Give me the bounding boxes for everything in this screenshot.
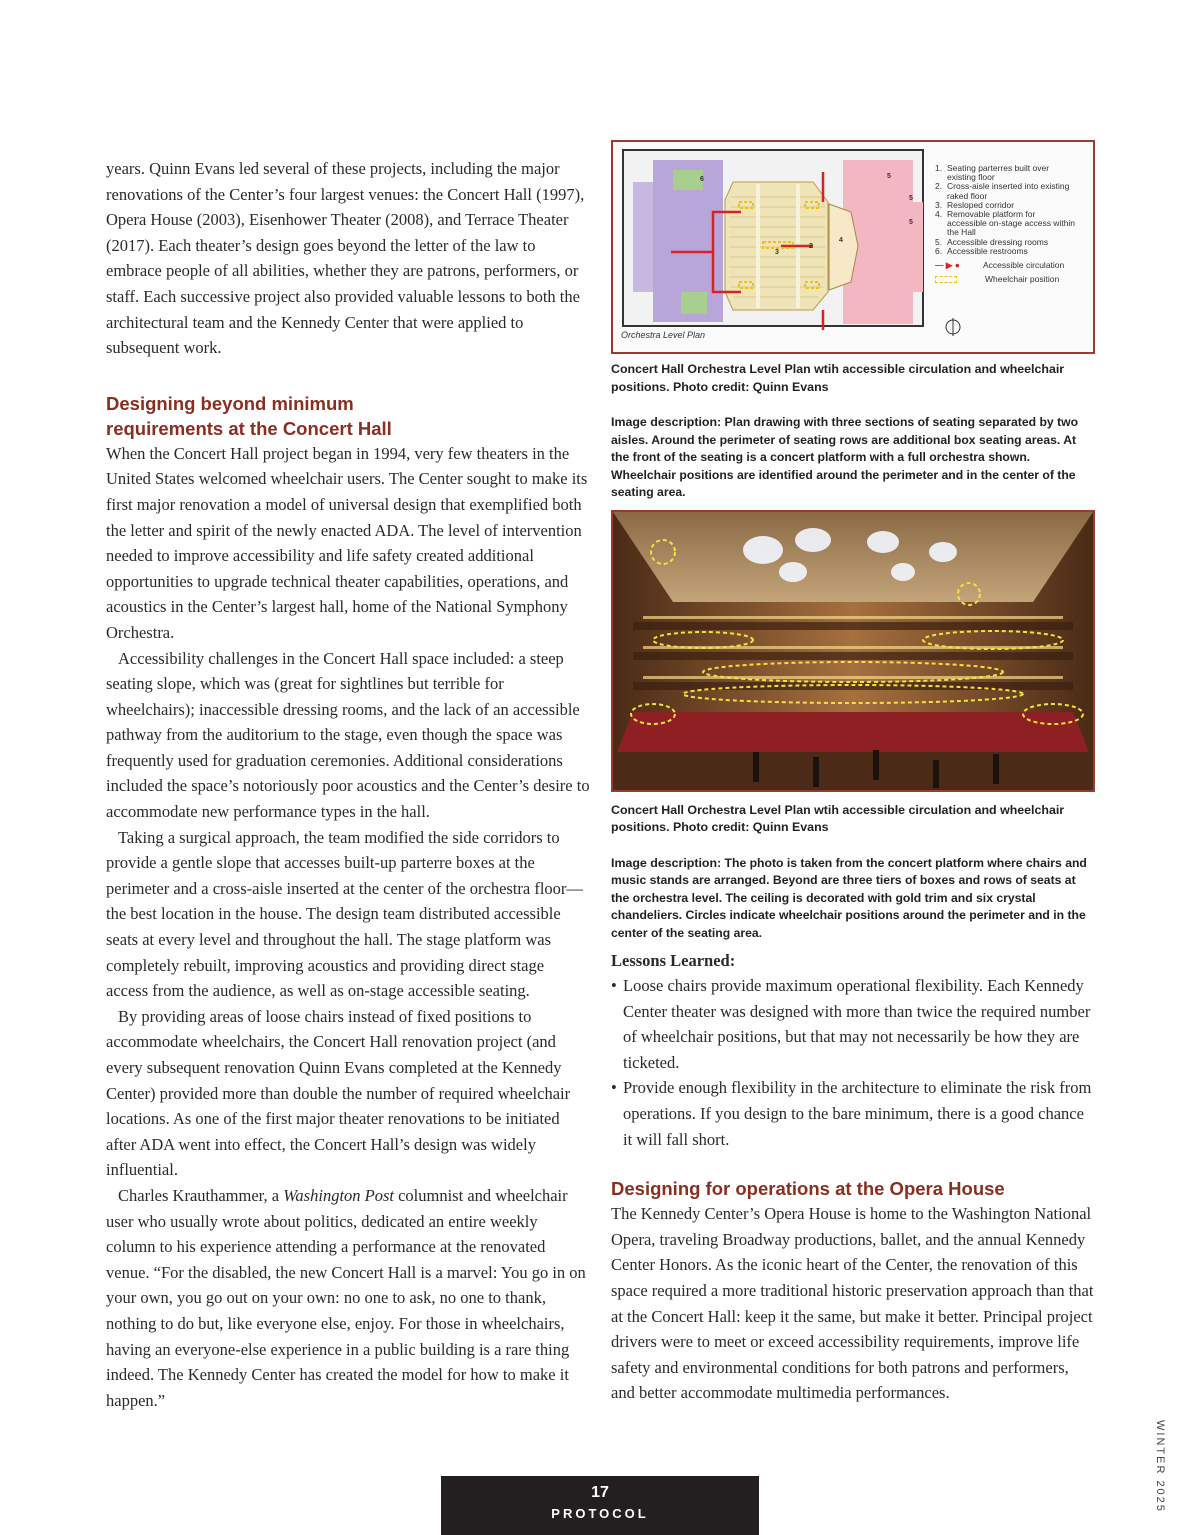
paragraph-concert-hall-3: Taking a surgical approach, the team modified the side corridors to provide a gentle slope that accesses built-up parterre boxes at the perimeter and a cross-aisle inserted at the center of the orchestra floor—the best location in the house. The design team distributed accessible seats at every level and throughout the hall. The stage platform was completely rebuilt, improving acoustics and providing direct stage access from the audience, as well as on-stage accessible seating. bbox=[106, 827, 583, 1001]
circulation-arrow-icon: — ▶ ● bbox=[935, 260, 960, 271]
photo-image-description: Image description: The photo is taken from the concert platform where chairs and music stands are arranged. Beyond are three tiers of boxes and rows of seats at the orchestra level. The ceiling is decorated with gold trim and six crystal chandeliers. Circles indicate wheelchair positions around the perimeter and in the center of the seating area. bbox=[611, 855, 1087, 940]
svg-text:5: 5 bbox=[909, 195, 913, 202]
photo-caption: Concert Hall Orchestra Level Plan wtih accessible circulation and wheelchair positions. Photo credit: Quinn Evans bbox=[611, 802, 1065, 834]
svg-text:4: 4 bbox=[839, 237, 843, 244]
section-heading-opera-house: Designing for operations at the Opera House bbox=[611, 1178, 1005, 1200]
orchestra-plan-figure bbox=[611, 140, 1095, 354]
left-column bbox=[106, 156, 590, 1413]
publication-title: PROTOCOL bbox=[551, 1506, 649, 1521]
plan-image-description: Image description: Plan drawing with three sections of seating separated by two aisles. Around the perimeter of seating rows are additional box seating areas. At the front of the seating is a concert platform with a full orchestra shown. Wheelchair positions are identified around the perimeter and in the center of the seating area. bbox=[611, 415, 1079, 499]
paragraph-intro: years. Quinn Evans led several of these projects, including the major renovations of the Center’s four largest venues: the Concert Hall (1997), Opera House (2003), Eisenhower Theater (2008), and Terrace Theater (2017). Each theater’s design goes beyond the letter of the law to embrace people of all abilities, whether they are patrons, performers, or staff. Each successive project also provided valuable lessons to both the architectural team and the Kennedy Center that were applied to subsequent work. bbox=[106, 159, 585, 358]
list-item: • Loose chairs provide maximum operational flexibility. Each Kennedy Center theater was designed with more than twice the required number of wheelchair positions, but that may not necessarily be how they are ticketed. bbox=[611, 973, 1095, 1075]
paragraph-concert-hall-2: Accessibility challenges in the Concert Hall space included: a steep seating slope, which was (great for sightlines but terrible for wheelchairs); inaccessible dressing rooms, and the lack of an accessible pathway from the auditorium to the stage, even though the space was frequently used for graduation ceremonies. Additional considerations included the space’s notoriously poor acoustics and the Center’s desire to accommodate new performance types in the hall. bbox=[106, 648, 590, 822]
lessons-title: Lessons Learned: bbox=[611, 951, 736, 970]
svg-text:5: 5 bbox=[909, 219, 913, 226]
lessons-list bbox=[611, 973, 1095, 1152]
plan-caption: Concert Hall Orchestra Level Plan wtih accessible circulation and wheelchair positions. Photo credit: Quinn Evans bbox=[611, 362, 1065, 394]
publication-name: Washington Post bbox=[283, 1185, 394, 1205]
paragraph-opera-house: The Kennedy Center’s Opera House is home to the Washington National Opera, traveling Broadway productions, ballet, and the annual Kennedy Center Honors. As the iconic heart of the Center, the renovation of this space required a more traditional historic preservation approach than that at the Concert Hall: keep it the same, but make it better. Principal project drivers were to meet or exceed accessibility requirements, improve life safety and environmental conditions for both patrons and performers, and better accommodate multimedia performances. bbox=[611, 1204, 1094, 1403]
list-item: • Provide enough flexibility in the architecture to eliminate the risk from operations. If you design to the bare minimum, there is a good chance it will fall short. bbox=[611, 1075, 1095, 1152]
svg-text:3: 3 bbox=[775, 249, 779, 256]
svg-text:2: 2 bbox=[809, 243, 813, 250]
right-column bbox=[611, 140, 1095, 1406]
concert-hall-photo bbox=[611, 510, 1095, 792]
plan-title: Orchestra Level Plan bbox=[621, 330, 706, 340]
concert-hall-photo-illustration bbox=[613, 512, 1093, 790]
page-footer bbox=[441, 1476, 759, 1535]
paragraph-krauthammer: Charles Krauthammer, a Washington Post columnist and wheelchair user who usually wrote about politics, dedicated an entire weekly column to his experience attending a performance at the renovated venue. “For the disabled, the new Concert Hall is a marvel: You go in on your own, you go out on your own: no one to ask, no one to thank, nothing to do but, like everyone else, enjoy. For those in wheelchairs, having an everyone-else experience in a public building is a rare thing indeed. The Kennedy Center has created the model for how to make it happen.” bbox=[106, 1185, 586, 1410]
page-number: 17 bbox=[591, 1484, 609, 1501]
paragraph-concert-hall-1: When the Concert Hall project began in 1994, very few theaters in the United States welcomed wheelchair users. The Center sought to make its first major renovation a model of universal design that exemplified both the letter and spirit of the newly enacted ADA. The level of intervention needed to improve accessibility and life safety created additional opportunities to upgrade technical theater capabilities, operations, and acoustics in the Center’s largest hall, home of the National Symphony Orchestra. bbox=[106, 443, 588, 642]
paragraph-concert-hall-4: By providing areas of loose chairs instead of fixed positions to accommodate wheelchairs, the Concert Hall renovation project (and every subsequent renovation Quinn Evans completed at the Kennedy Center) provided more than double the number of required wheelchair locations. As one of the first major theater renovations to be initiated after ADA went into effect, the Concert Hall’s design was widely influential. bbox=[106, 1006, 571, 1180]
section-heading-concert-hall: Designing beyond minimum requirements at the Concert Hall bbox=[106, 392, 392, 439]
plan-legend: 1. Seating parterres built over existing floor 2. Cross-aisle inserted into existing raked floor 3. Resloped corridor 4. Removable platform for accessible on-stage access within the Hall 5. Accessible dressing rooms 6. Accessible restrooms — ▶ ● Accessible circulation Wheelchair position bbox=[935, 163, 1076, 285]
wheelchair-marker-icon bbox=[935, 276, 957, 283]
svg-text:6: 6 bbox=[700, 176, 704, 183]
svg-text:5: 5 bbox=[887, 173, 891, 180]
